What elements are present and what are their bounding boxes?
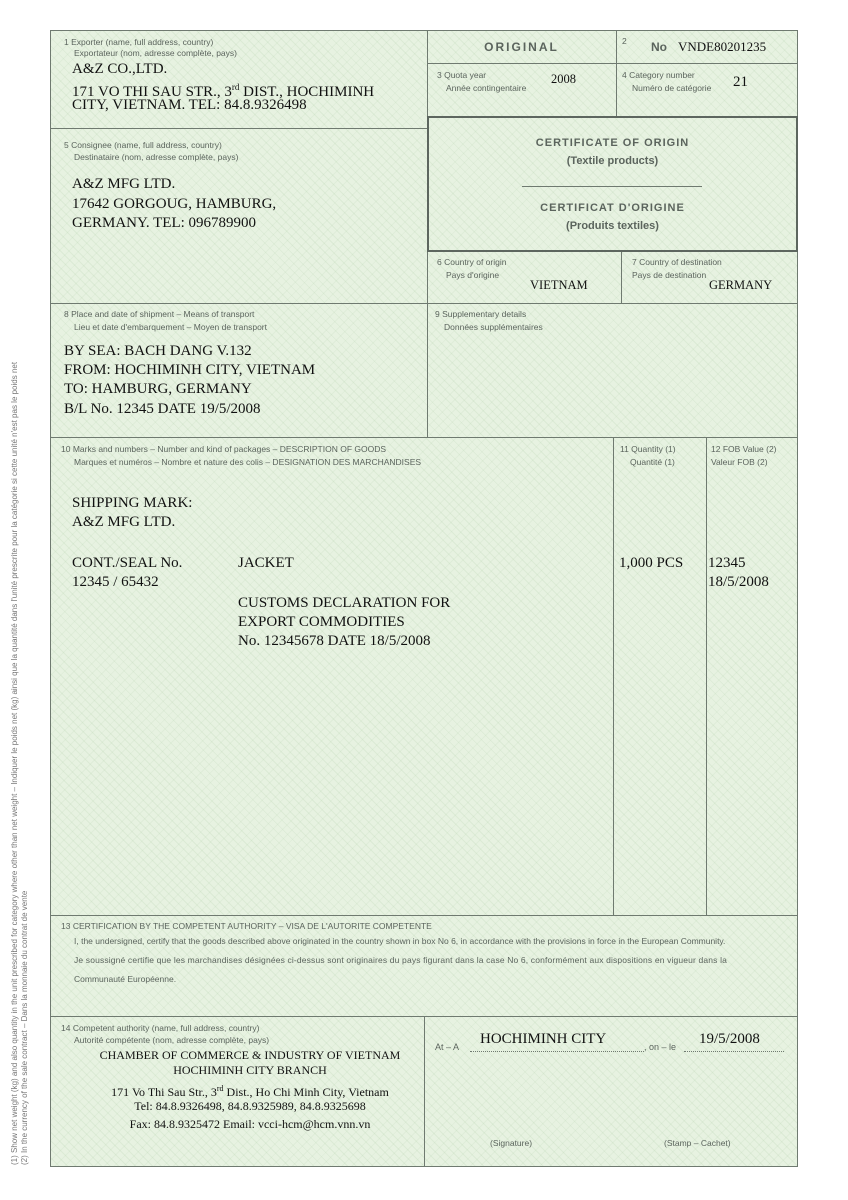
country-of-origin: VIETNAM (530, 278, 588, 292)
box14-label-en: 14 Competent authority (name, full address, country) (61, 1023, 260, 1033)
footnote-1: (1) Show net weight (kg) and also quantity in the unit prescribed for category where other than net weight – Indiquer le poids net (kg) ainsi que la quantité dans l'unité prescrite pour la catégorie si cette unité n'est pas le poids net (10, 361, 19, 1165)
fob-value: 12345 (708, 555, 746, 571)
box4-label-fr: Numéro de catégorie (632, 83, 712, 93)
divider (613, 437, 614, 915)
box1-label-en: 1 Exporter (name, full address, country) (64, 37, 214, 47)
customs-line-1: CUSTOMS DECLARATION FOR (238, 595, 451, 611)
signature-date: 19/5/2008 (699, 1031, 760, 1047)
title-en-sub: (Textile products) (566, 155, 659, 167)
original-label: ORIGINAL (484, 40, 559, 54)
divider (50, 128, 427, 129)
shipment-line-1: BY SEA: BACH DANG V.132 (64, 343, 252, 359)
place-underline (470, 1050, 644, 1052)
shipment-line-4: B/L No. 12345 DATE 19/5/2008 (64, 401, 261, 417)
box4-label-en: 4 Category number (622, 70, 695, 80)
authority-branch: HOCHIMINH CITY BRANCH (173, 1063, 327, 1077)
on-label: , on – le (644, 1042, 677, 1052)
authority-tel: Tel: 84.8.9326498, 84.8.9325989, 84.8.9325698 (134, 1099, 366, 1113)
box7-label-fr: Pays de destination (632, 270, 707, 280)
divider (427, 63, 798, 64)
box3-label-fr: Année contingentaire (446, 83, 527, 93)
certification-fr-end: Communauté Européenne. (74, 974, 177, 984)
certification-fr: Je soussigné certifie que les marchandises désignées ci-dessus sont originaires du pays figurant dans la case No 6, conformément aux dispositions en vigueur dans la (74, 955, 728, 965)
box8-label-fr: Lieu et date d'embarquement – Moyen de transport (74, 322, 267, 332)
box8-label-en: 8 Place and date of shipment – Means of transport (64, 309, 255, 319)
certification-en: I, the undersigned, certify that the goods described above originated in the country shown in box No 6, in accordance with the provisions in force in the European Community. (74, 936, 726, 946)
box5-label-fr: Destinataire (nom, adresse complète, pays) (74, 152, 239, 162)
signature-place: HOCHIMINH CITY (480, 1031, 607, 1047)
footnotes (10, 362, 30, 1165)
exporter-name: A&Z CO.,LTD. (72, 61, 168, 77)
certificate-number: VNDE80201235 (678, 39, 767, 54)
border-top (50, 30, 798, 31)
box9-label-en: 9 Supplementary details (435, 309, 527, 319)
box1-label-fr: Exportateur (nom, adresse complète, pays) (74, 48, 237, 58)
title-fr-sub: (Produits textiles) (566, 220, 659, 232)
divider (706, 437, 707, 915)
divider (427, 116, 798, 118)
divider (427, 250, 798, 252)
box9-label-fr: Données supplémentaires (444, 322, 543, 332)
shipment-line-3: TO: HAMBURG, GERMANY (64, 381, 252, 397)
divider (616, 30, 617, 116)
shipping-mark-label: SHIPPING MARK: (72, 495, 193, 511)
box11-label-fr: Quantité (1) (630, 457, 675, 467)
shipping-mark-value: A&Z MFG LTD. (72, 514, 176, 530)
box14-label-fr: Autorité compétente (nom, adresse complète, pays) (74, 1035, 270, 1045)
fob-date: 18/5/2008 (708, 574, 769, 590)
title-en: CERTIFICATE OF ORIGIN (535, 137, 690, 149)
shipment-line-2: FROM: HOCHIMINH CITY, VIETNAM (64, 362, 316, 378)
divider (621, 252, 622, 303)
category-number: 21 (733, 74, 748, 90)
box6-label-fr: Pays d'origine (446, 270, 500, 280)
cont-seal-label: CONT./SEAL No. (72, 555, 183, 571)
cont-seal-value: 12345 / 65432 (72, 574, 159, 590)
stamp-label: (Stamp – Cachet) (664, 1138, 731, 1148)
title-fr: CERTIFICAT D'ORIGINE (540, 202, 685, 214)
consignee-address: 17642 GORGOUG, HAMBURG, (72, 196, 277, 212)
box5-label-en: 5 Consignee (name, full address, country) (64, 140, 222, 150)
footnote-2: (2) In the currency of the sale contract – Dans la monnaie du contrat de vente (20, 890, 29, 1165)
divider (50, 437, 798, 438)
box12-label-fr: Valeur FOB (2) (711, 457, 768, 467)
country-of-destination: GERMANY (709, 278, 773, 292)
authority-fax: Fax: 84.8.9325472 Email: vcci-hcm@hcm.vnn.vn (129, 1117, 371, 1131)
border-left (50, 30, 51, 1166)
box10-label-fr: Marques et numéros – Nombre et nature des colis – DESIGNATION DES MARCHANDISES (74, 457, 422, 467)
box7-label-en: 7 Country of destination (632, 257, 722, 267)
box6-label-en: 6 Country of origin (437, 257, 507, 267)
box13-title: 13 CERTIFICATION BY THE COMPETENT AUTHORITY – VISA DE L'AUTORITE COMPETENTE (61, 921, 432, 931)
divider (427, 303, 428, 437)
box11-label-en: 11 Quantity (1) (620, 444, 676, 454)
border-bottom (50, 1166, 798, 1167)
customs-line-3: No. 12345678 DATE 18/5/2008 (238, 633, 431, 649)
exporter-city: CITY, VIETNAM. TEL: 84.8.9326498 (72, 97, 307, 113)
title-divider (522, 186, 702, 187)
at-label: At – A (435, 1042, 460, 1052)
number-label: No (651, 40, 667, 54)
divider (50, 915, 798, 916)
quantity-value: 1,000 PCS (619, 555, 684, 571)
box12-label-en: 12 FOB Value (2) (711, 444, 777, 454)
quota-year: 2008 (551, 72, 576, 86)
exporter-address: 171 VO THI SAU STR., 3rd DIST., HOCHIMINH (72, 82, 375, 100)
divider (50, 303, 798, 304)
consignee-name: A&Z MFG LTD. (72, 176, 176, 192)
customs-line-2: EXPORT COMMODITIES (238, 614, 405, 630)
signature-label: (Signature) (490, 1138, 533, 1148)
consignee-city: GERMANY. TEL: 096789900 (72, 215, 257, 231)
box2-label: 2 (622, 36, 627, 46)
authority-address: 171 Vo Thi Sau Str., 3rd Dist., Ho Chi Minh City, Vietnam (111, 1084, 389, 1099)
box3-label-en: 3 Quota year (437, 70, 487, 80)
date-underline (684, 1050, 784, 1052)
box10-label-en: 10 Marks and numbers – Number and kind of packages – DESCRIPTION OF GOODS (61, 444, 387, 454)
authority-name: CHAMBER OF COMMERCE & INDUSTRY OF VIETNAM (99, 1048, 401, 1062)
goods-description: JACKET (238, 555, 294, 571)
